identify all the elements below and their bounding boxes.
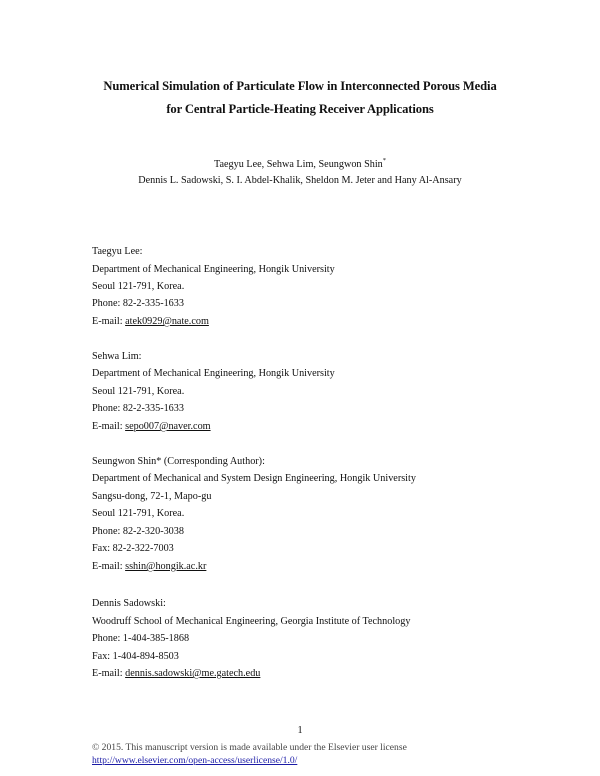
contact-email-row <box>92 668 260 679</box>
paper-title-line-2: for Central Particle-Heating Receiver Applications <box>166 102 434 116</box>
email-label: E-mail: <box>92 668 126 679</box>
contact-department: Department of Mechanical Engineering, Hongik University <box>92 368 335 379</box>
contact-street: Sangsu-dong, 72-1, Mapo-gu <box>92 491 212 502</box>
contact-phone: Phone: 82-2-320-3038 <box>92 526 184 537</box>
author-names: Taegyu Lee, Sehwa Lim, Seungwon Shin <box>213 159 383 170</box>
license-notice: © 2015. This manuscript version is made available under the Elsevier user license <box>92 742 407 753</box>
contact-department: Department of Mechanical and System Design Engineering, Hongik University <box>92 473 416 484</box>
email-link[interactable]: sepo007@naver.com <box>125 421 211 432</box>
email-label: E-mail: <box>92 316 126 327</box>
paper-title-line-1: Numerical Simulation of Particulate Flow in Interconnected Porous Media <box>103 79 497 93</box>
email-link[interactable]: sshin@hongik.ac.kr <box>125 561 207 572</box>
contact-name: Sehwa Lim: <box>92 351 142 362</box>
license-url-link[interactable]: http://www.elsevier.com/open-access/userlicense/1.0/ <box>92 755 298 766</box>
contact-department: Department of Mechanical Engineering, Hongik University <box>92 264 335 275</box>
contact-name: Dennis Sadowski: <box>92 598 166 609</box>
contact-city: Seoul 121-791, Korea. <box>92 508 185 519</box>
author-list-line-1 <box>0 157 600 170</box>
email-label: E-mail: <box>92 561 126 572</box>
email-label: E-mail: <box>92 421 126 432</box>
email-link[interactable]: dennis.sadowski@me.gatech.edu <box>125 668 261 679</box>
contact-phone: Phone: 1-404-385-1868 <box>92 633 190 644</box>
contact-fax: Fax: 1-404-894-8503 <box>92 651 179 662</box>
page-number: 1 <box>297 725 303 736</box>
contact-phone: Phone: 82-2-335-1633 <box>92 403 184 414</box>
contact-email-row <box>92 316 209 327</box>
contact-name: Seungwon Shin* (Corresponding Author): <box>92 456 265 467</box>
contact-email-row <box>92 421 211 432</box>
contact-city: Seoul 121-791, Korea. <box>92 386 185 397</box>
contact-city: Seoul 121-791, Korea. <box>92 281 185 292</box>
contact-fax: Fax: 82-2-322-7003 <box>92 543 174 554</box>
contact-phone: Phone: 82-2-335-1633 <box>92 298 184 309</box>
contact-email-row <box>92 561 206 572</box>
email-link[interactable]: atek0929@nate.com <box>125 316 209 327</box>
author-list-line-2: Dennis L. Sadowski, S. I. Abdel-Khalik, Sheldon M. Jeter and Hany Al-Ansary <box>138 175 462 186</box>
contact-department: Woodruff School of Mechanical Engineering, Georgia Institute of Technology <box>92 616 411 627</box>
contact-name: Taegyu Lee: <box>92 246 143 257</box>
corresponding-mark: * <box>382 157 386 164</box>
